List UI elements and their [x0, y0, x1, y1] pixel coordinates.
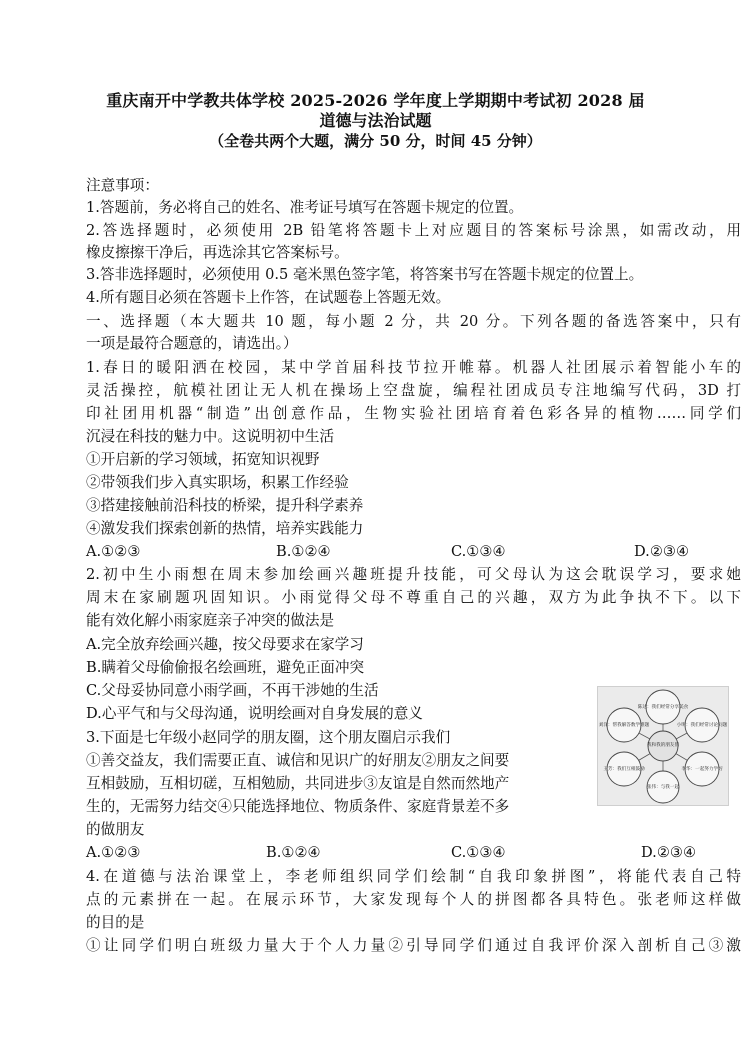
q2-option-b[interactable]: B.瞒着父母偷偷报名绘画班，避免正面冲突: [86, 659, 365, 676]
q3-options: [86, 842, 706, 864]
q3-option-b[interactable]: B.①②④: [266, 844, 321, 861]
exam-info: （全卷共两个大题，满分 50 分，时间 45 分钟）: [209, 132, 542, 150]
q2-option-a[interactable]: A.完全放弃绘画兴趣，按父母要求在家学习: [86, 636, 364, 653]
q2-stem: 2.初中生小雨想在周末参加绘画兴趣班提升技能，可父母认为这会耽误学习，要求她: [86, 566, 741, 583]
notes-heading: 注意事项：: [86, 177, 159, 194]
q1-stem: 沉浸在科技的魅力中。这说明初中生活: [86, 428, 335, 445]
q1-item: ①开启新的学习领域，拓宽知识视野: [86, 451, 320, 468]
section-heading: 一、选择题（本大题共 10 题，每小题 2 分，共 20 分。下列各题的备选答案中，只有: [86, 313, 741, 330]
q1-item: ③搭建接触前沿科技的桥梁，提升科学素养: [86, 497, 364, 514]
q1-option-b[interactable]: B.①②④: [276, 543, 331, 560]
q4-stem: 的目的是: [86, 914, 145, 931]
center-label: 我和我的朋友们: [646, 743, 680, 748]
exam-title: 重庆南开中学教共体学校 2025-2026 学年度上学期期中考试初 2028 届: [106, 91, 645, 110]
bubble-label: 张伟：与我一起: [646, 785, 680, 790]
q2-stem: 周末在家刷题巩固知识。小雨觉得父母不尊重自己的兴趣，双方为此争执不下。以下: [86, 589, 741, 606]
q2-option-c[interactable]: C.父母妥协同意小雨学画，不再干涉她的生活: [86, 682, 379, 699]
q3-option-a[interactable]: A.①②③: [86, 844, 141, 861]
bubble-label: 刘洋：帮我解答数学难题: [598, 723, 650, 728]
q3-stem: 生的，无需努力结交④只能选择地位、物质条件、家庭背景差不多: [86, 798, 510, 815]
q1-option-d[interactable]: D.②③④: [634, 543, 690, 560]
q1-option-a[interactable]: A.①②③: [86, 543, 141, 560]
bubble-label: 李华：一起努力学习: [681, 767, 723, 772]
q1-stem: 印社团用机器“制造”出创意作品，生物实验社团培育着色彩各异的植物……同学们: [86, 405, 741, 422]
q3-stem: 3.下面是七年级小赵同学的朋友圈，这个朋友圈启示我们: [86, 729, 451, 746]
q1-stem: 1.春日的暖阳洒在校园，某中学首届科技节拉开帷幕。机器人社团展示着智能小车的: [86, 359, 741, 376]
friend-circle-diagram: [598, 687, 728, 805]
q4-stem: 4.在道德与法治课堂上，李老师组织同学们绘制“自我印象拼图”，将能代表自己特: [86, 868, 741, 885]
bubble-label: 王芳：我们互相鼓励: [603, 767, 645, 772]
notes-item: 2.答选择题时，必须使用 2B 铅笔将答题卡上对应题目的答案标号涂黑，如需改动，用: [86, 222, 741, 239]
exam-subject: 道德与法治试题: [319, 111, 432, 130]
q3-stem: 互相鼓励，互相切磋，互相勉励，共同进步③友谊是自然而然地产: [86, 775, 510, 792]
q1-item: ②带领我们步入真实职场，积累工作经验: [86, 474, 349, 491]
q4-stem: ①让同学们明白班级力量大于个人力量②引导同学们通过自我评价深入剖析自己③激: [86, 937, 741, 954]
notes-item: 1.答题前，务必将自己的姓名、准考证号填写在答题卡规定的位置。: [86, 199, 524, 216]
friend-circle-figure: [597, 686, 729, 806]
bubble-label: 小明：我们经常讨论问题: [676, 723, 728, 728]
q3-stem: 的做朋友: [86, 821, 145, 838]
notes-item: 3.答非选择题时，必须使用 0.5 毫米黑色签字笔，将答案书写在答题卡规定的位置上。: [86, 266, 644, 283]
q3-stem: ①善交益友，我们需要正直、诚信和见识广的好朋友②朋友之间要: [86, 752, 510, 769]
q1-option-c[interactable]: C.①③④: [451, 543, 506, 560]
q1-stem: 灵活操控，航模社团让无人机在操场上空盘旋，编程社团成员专注地编写代码，3D 打: [86, 382, 741, 399]
q2-stem: 能有效化解小雨家庭亲子冲突的做法是: [86, 612, 335, 629]
notes-item: 4.所有题目必须在答题卡上作答，在试题卷上答题无效。: [86, 289, 451, 306]
notes-item: 橡皮擦擦干净后，再选涂其它答案标号。: [86, 244, 349, 261]
section-heading-cont: 一项是最符合题意的，请选出。）: [86, 335, 298, 352]
q3-option-d[interactable]: D.②③④: [641, 844, 697, 861]
q1-options: [86, 541, 706, 563]
q4-stem: 点的元素拼在一起。在展示环节，大家发现每个人的拼图都各具特色。张老师这样做: [86, 891, 741, 908]
q2-option-d[interactable]: D.心平气和与父母沟通，说明绘画对自身发展的意义: [86, 705, 423, 722]
q1-item: ④激发我们探索创新的热情，培养实践能力: [86, 520, 364, 537]
bubble-label: 陈达：我们经常分享美食: [637, 705, 689, 710]
q3-option-c[interactable]: C.①③④: [451, 844, 506, 861]
